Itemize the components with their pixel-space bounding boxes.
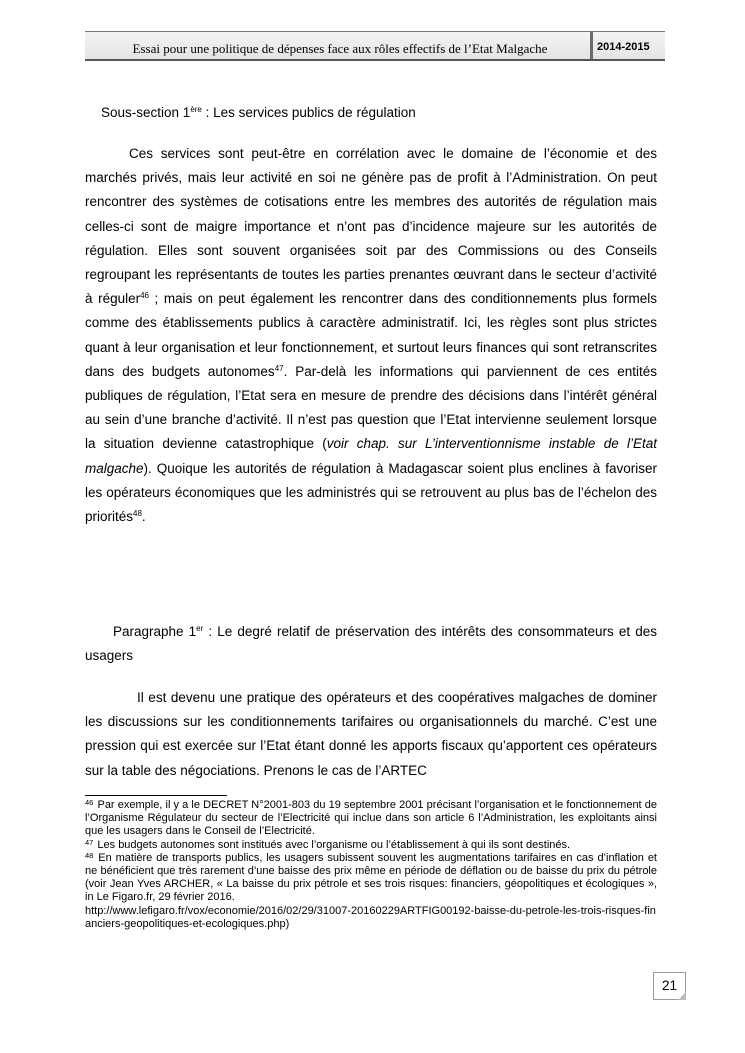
body-paragraph-1: Ces services sont peut-être en corrélation avec le domaine de l’économie et des marchés privés, mais leur activité en soi ne génère pas de profit à l’Administration. On peut rencontrer des systèmes de cotisations entre les membres des autorités de régulation mais celles-ci sont de maigre importance et n’ont pas d’incidence majeure sur les autorités de régulation. Elles sont souvent organisées soit par des Commissions ou des Conseils regroupant les représentants de toutes les parties prenantes œuvrant dans le secteur d’activité à réguler$^{46}$ ; mais on peut également les rencontrer dans des conditionnements plus formels comme des établissements publics à caractère administratif. Ici, les règles sont plus strictes quant à leur organisation et leur fonctionnement, et surtout leurs finances qui sont retranscrites dans des budgets autonomes$^{47}$. Par-delà les informations qui parviennent de ces entités publiques de régulation, l’Etat sera en mesure de prendre des décisions dans l’intérêt général au sein d’une branche d’activité. Il n’est pas question que l’Etat intervienne seulement lorsque la situation devienne catastrophique (voir chap. sur L’interventionnisme instable de l’Etat malgache). Quoique les autorités de régulation à Madagascar soient plus enclines à favoriser les opérateurs économiques que les administrés qui se retrouvent au plus bas de l’échelon des priorités$^{48}$. — [85, 146, 657, 525]
body-paragraph-2: Il est devenu une pratique des opérateurs et des coopératives malgaches de dominer les discussions sur les conditionnements tarifaires ou organisationnels du marché. C’est une pression qui est exercée sur l’Etat étant donné les apports fiscaux qu’apportent ces opérateurs sur la table des négociations. Prenons le cas de l’ARTEC — [85, 690, 657, 778]
page-number-box — [653, 972, 686, 1000]
footnote-ref-47[interactable]: 47 — [274, 363, 284, 373]
header-separator — [590, 32, 593, 59]
page-curl-icon — [678, 992, 686, 1000]
subsection-heading: Sous-section 1ère : Les services publics de régulation — [101, 105, 416, 120]
footnote-separator — [85, 795, 227, 796]
footnote-47: $^{47}$ Les budgets autonomes sont institués avec l’organisme ou l’établissement à qui ils sont destinés. — [85, 837, 571, 851]
footnote-48-url[interactable]: http://www.lefigaro.fr/vox/economie/2016/02/29/31007-20160229ARTFIG00192-baisse-du-petrole-les-trois-risques-financiers-geopolitiques-et-ecologiques.php) — [85, 904, 656, 930]
footnote-ref-46[interactable]: 46 — [140, 291, 149, 301]
running-header — [85, 31, 665, 61]
footnotes — [85, 799, 657, 931]
header-year: 2014-2015 — [597, 41, 650, 53]
header-title: Essai pour une politique de dépenses face aux rôles effectifs de l’Etat Malgache — [132, 41, 548, 56]
page-number: 21 — [661, 978, 678, 993]
footnote-ref-48[interactable]: 48 — [133, 509, 142, 519]
paragraph-heading: Paragraphe 1er : Le degré relatif de préservation des intérêts des consommateurs et des usagers — [85, 624, 658, 663]
footnote-48: $^{48}$ En matière de transports publics, les usagers subissent souvent les augmentations tarifaires en cas d’inflation et ne bénéficient que très rarement d’une baisse des prix même en période de déflation ou de baisse du prix du pétrole (voir Jean Yves ARCHER, « La baisse du prix pétrole et ses trois risques: financiers, géopolitiques et écologiques », in Le Figaro.fr, 29 février 2016. — [85, 850, 657, 904]
footnote-46: $^{46}$ Par exemple, il y a le DECRET N°2001-803 du 19 septembre 2001 précisant l’organisation et le fonctionnement de l’Organisme Régulateur du secteur de l’Electricité qui inclue dans son article 6 l’Administration, les exploitants ainsi que les usagers dans le Conseil de l’Electricité. — [85, 798, 657, 838]
